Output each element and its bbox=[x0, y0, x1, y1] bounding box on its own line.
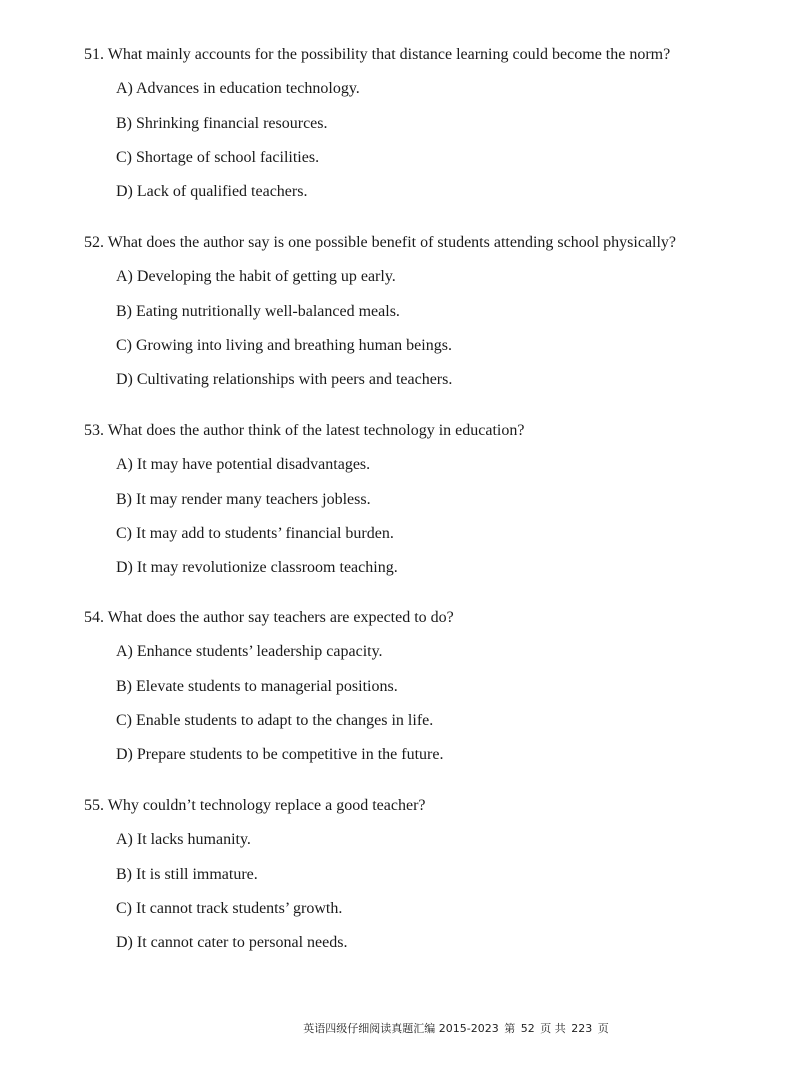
option-list bbox=[84, 641, 774, 766]
option-c: C) It may add to students’ financial burden. bbox=[116, 524, 394, 542]
option-d: D) Prepare students to be competitive in the future. bbox=[116, 746, 444, 764]
page-footer bbox=[0, 1021, 800, 1037]
question-stem: 55. Why couldn’t technology replace a good teacher? bbox=[84, 797, 426, 814]
question-stem: 53. What does the author think of the latest technology in education? bbox=[84, 422, 525, 439]
question-stem: 51. What mainly accounts for the possibility that distance learning could become the norm? bbox=[84, 46, 671, 63]
option-d: D) It cannot cater to personal needs. bbox=[116, 934, 348, 952]
question-53 bbox=[84, 420, 774, 579]
option-list bbox=[84, 78, 774, 203]
option-b: B) Elevate students to managerial positions. bbox=[116, 677, 398, 695]
option-list bbox=[84, 454, 774, 579]
question-stem: 54. What does the author say teachers are expected to do? bbox=[84, 609, 454, 626]
option-d: D) Cultivating relationships with peers and teachers. bbox=[116, 371, 453, 389]
option-a: A) It lacks humanity. bbox=[116, 831, 251, 849]
footer-book-title: 英语四级仔细阅读真题汇编 2015-2023 bbox=[303, 1022, 499, 1035]
footer-page-mid: 页 共 bbox=[540, 1022, 566, 1035]
option-list bbox=[84, 266, 774, 391]
option-list bbox=[84, 829, 774, 954]
option-b: B) Shrinking financial resources. bbox=[116, 114, 328, 132]
option-b: B) Eating nutritionally well-balanced meals. bbox=[116, 302, 400, 320]
option-c: C) It cannot track students’ growth. bbox=[116, 899, 343, 917]
option-b: B) It is still immature. bbox=[116, 865, 258, 883]
option-a: A) Developing the habit of getting up early. bbox=[116, 268, 396, 286]
question-stem: 52. What does the author say is one possible benefit of students attending school physically? bbox=[84, 234, 677, 251]
option-d: D) It may revolutionize classroom teaching. bbox=[116, 559, 398, 577]
footer-page-suffix: 页 bbox=[597, 1022, 609, 1035]
option-a: A) Enhance students’ leadership capacity. bbox=[116, 643, 383, 661]
option-a: A) It may have potential disadvantages. bbox=[116, 456, 371, 474]
question-54 bbox=[84, 607, 774, 766]
footer-page-prefix: 第 bbox=[504, 1022, 516, 1035]
option-c: C) Shortage of school facilities. bbox=[116, 148, 320, 166]
footer-total-pages: 223 bbox=[571, 1022, 593, 1035]
option-a: A) Advances in education technology. bbox=[116, 80, 360, 98]
option-c: C) Growing into living and breathing human beings. bbox=[116, 336, 452, 354]
question-52 bbox=[84, 232, 774, 391]
option-d: D) Lack of qualified teachers. bbox=[116, 183, 308, 201]
option-c: C) Enable students to adapt to the changes in life. bbox=[116, 711, 434, 729]
footer-page-number: 52 bbox=[520, 1022, 535, 1035]
option-b: B) It may render many teachers jobless. bbox=[116, 490, 371, 508]
question-51 bbox=[84, 44, 774, 203]
question-55 bbox=[84, 795, 774, 954]
